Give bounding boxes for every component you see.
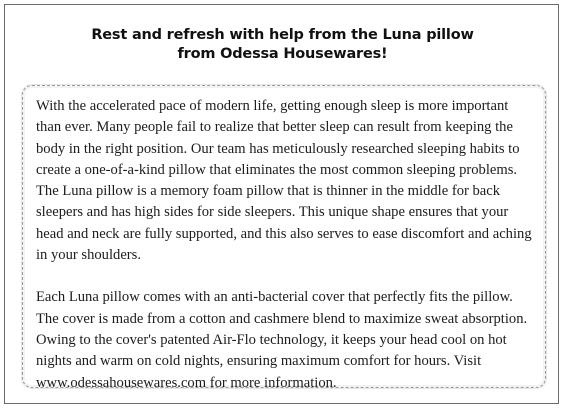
headline-line-1: Rest and refresh with help from the Luna pillow xyxy=(91,27,474,43)
body-paragraph-2: Each Luna pillow comes with an anti-bacterial cover that perfectly fits the pillow. The cover is made from a cotton and cashmere blend to maximize sweat absorption. Owing to the cover's patented Air-Flo technology, it keeps your head cool on hot nights and warm on cold nights, ensuring maximum comfort for hours. Visit www.odessahousewares.com for more information. xyxy=(36,289,528,391)
headline-line-2: from Odessa Housewares! xyxy=(177,46,388,62)
body-paragraph-1: With the accelerated pace of modern life, getting enough sleep is more important than ever. Many people fail to realize that better sleep can result from keeping the body in the right position. Our team has meticulously researched sleeping habits to create a one-of-a-kind pillow that eliminates the most common sleeping problems. The Luna pillow is a memory foam pillow that is thinner in the middle for back sleepers and has high sides for side sleepers. This unique shape ensures that your head and neck are fully supported, and this also serves to ease discomfort and aching in your shoulders. xyxy=(36,98,532,264)
ad-body xyxy=(36,96,536,394)
ad-headline xyxy=(0,26,565,64)
